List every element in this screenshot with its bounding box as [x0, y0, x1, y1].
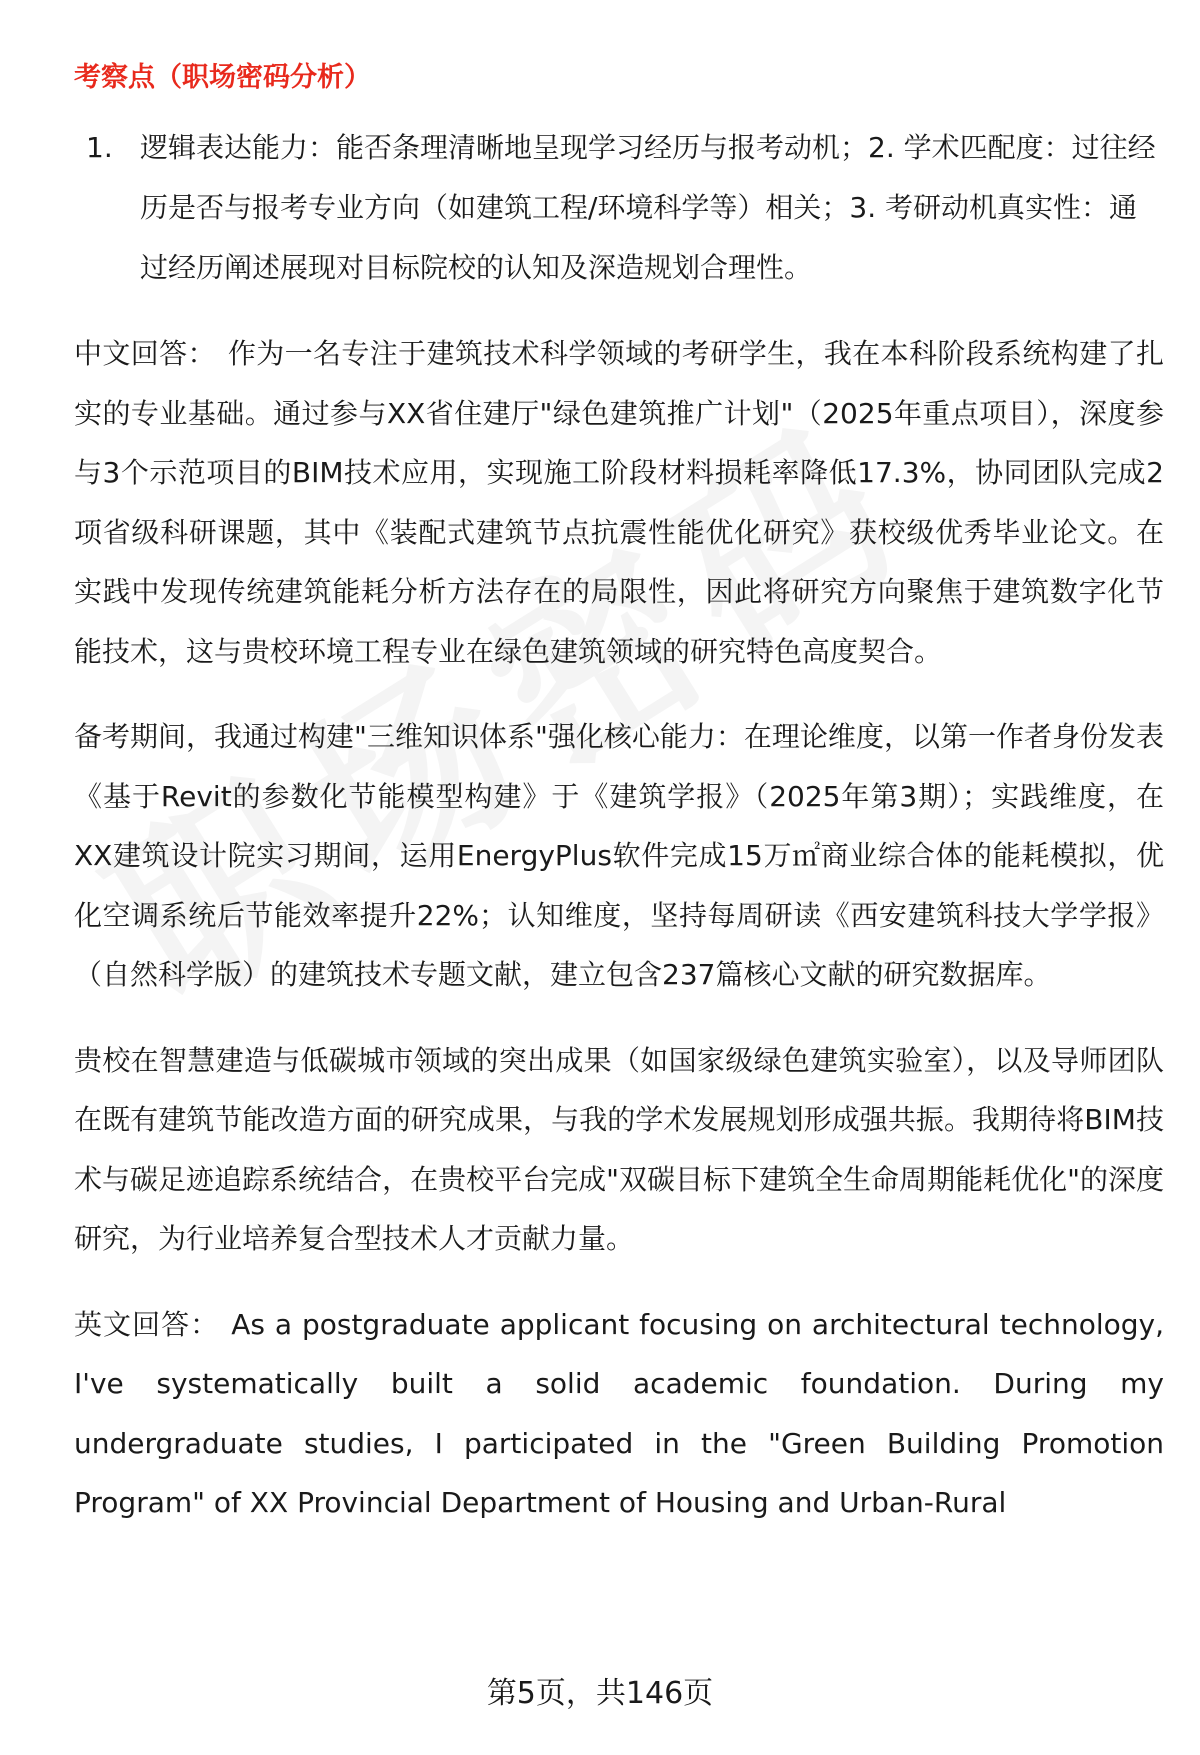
chinese-answer-text-1: 作为一名专注于建筑技术科学领域的考研学生，我在本科阶段系统构建了扎实的专业基础。通过参与XX省住建厅"绿色建筑推广计划"（2025年重点项目），深度参与3个示范项目的BIM技术应用，实现施工阶段材料损耗率降低17.3%，协同团队完成2项省级科研课题，其中《装配式建筑节点抗震性能优化研究》获校级优秀毕业论文。在实践中发现传统建筑能耗分析方法存在的局限性，因此将研究方向聚焦于建筑数字化节能技术，这与贵校环境工程专业在绿色建筑领域的研究特色高度契合。 — [74, 337, 1164, 668]
document-body — [74, 56, 1164, 1559]
assessment-points-list — [74, 118, 1164, 298]
list-item — [74, 118, 1164, 298]
english-answer-label: 英文回答： — [74, 1307, 220, 1341]
chinese-answer-paragraph-2: 备考期间，我通过构建"三维知识体系"强化核心能力：在理论维度，以第一作者身份发表《基于Revit的参数化节能模型构建》于《建筑学报》（2025年第3期）；实践维度，在XX建筑设计院实习期间，运用EnergyPlus软件完成15万㎡商业综合体的能耗模拟，优化空调系统后节能效率提升22%；认知维度，坚持每周研读《西安建筑科技大学学报》（自然科学版）的建筑技术专题文献，建立包含237篇核心文献的研究数据库。 — [74, 720, 1164, 991]
chinese-answer-paragraph-3: 贵校在智慧建造与低碳城市领域的突出成果（如国家级绿色建筑实验室），以及导师团队在既有建筑节能改造方面的研究成果，与我的学术发展规划形成强共振。我期待将BIM技术与碳足迹追踪系统结合，在贵校平台完成"双碳目标下建筑全生命周期能耗优化"的深度研究，为行业培养复合型技术人才贡献力量。 — [74, 1043, 1164, 1255]
list-item-text: 逻辑表达能力：能否条理清晰地呈现学习经历与报考动机；2. 学术匹配度：过往经历是否与报考专业方向（如建筑工程/环境科学等）相关；3. 考研动机真实性：通过经历阐述展现对目标院校的认知及深造规划合理性。 — [140, 131, 1156, 284]
english-answer-paragraph — [74, 1295, 1164, 1533]
section-title: 考察点（职场密码分析） — [74, 62, 371, 93]
page-indicator: 第5页，共146页 — [486, 1676, 714, 1711]
chinese-answer-paragraph-1 — [74, 324, 1164, 681]
english-answer-text: As a postgraduate applicant focusing on architectural technology, I've systematically built a solid academic foundation. During my undergraduate studies, I participated in the "Green Building Promotion Program" of XX Provincial Department of Housing and Urban-Rural — [74, 1307, 1164, 1519]
list-item-number: 1. — [86, 131, 113, 164]
chinese-answer-label: 中文回答： — [74, 337, 216, 370]
